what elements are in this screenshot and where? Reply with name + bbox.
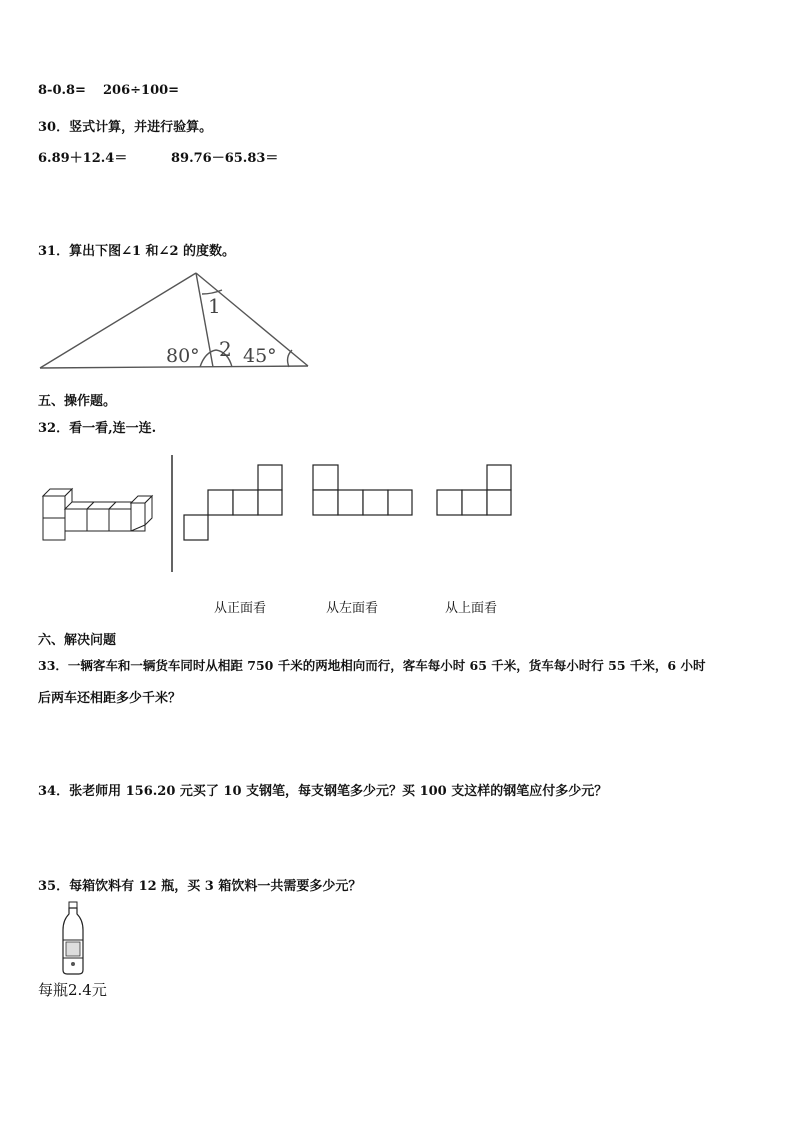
label-2: 2 bbox=[219, 337, 232, 361]
cube-stack bbox=[43, 489, 152, 540]
view-shape-1 bbox=[184, 465, 282, 540]
q31-title: 31．算出下图∠1 和∠2 的度数。 bbox=[38, 244, 236, 259]
q29-expr2: 206÷100= bbox=[103, 83, 180, 98]
q33-line1: 33．一辆客车和一辆货车同时从相距 750 千米的两地相向而行，客车每小时 65 千米，货车每小时行 55 千米，6 小时 bbox=[38, 658, 706, 673]
price-label: 每瓶2.4元 bbox=[38, 981, 107, 999]
q30-expr1: 6.89＋12.4＝ bbox=[38, 151, 128, 166]
q34-text: 34．张老师用 156.20 元买了 10 支钢笔，每支钢笔多少元？买 100 支这样的钢笔应付多少元？ bbox=[38, 784, 608, 799]
q29-expr1: 8-0.8= bbox=[38, 83, 86, 98]
q35-text: 35．每箱饮料有 12 瓶，买 3 箱饮料一共需要多少元？ bbox=[38, 879, 362, 894]
bottle-icon bbox=[58, 900, 98, 980]
view-top-label: 从上面看 bbox=[445, 601, 498, 616]
q30-title: 30．竖式计算，并进行验算。 bbox=[38, 120, 213, 135]
angle-80: 80° bbox=[166, 345, 200, 367]
label-1: 1 bbox=[208, 294, 221, 318]
view-front-label: 从正面看 bbox=[214, 601, 267, 616]
angle-45: 45° bbox=[243, 345, 277, 367]
triangle-lines bbox=[40, 273, 308, 368]
view-left-label: 从左面看 bbox=[326, 601, 379, 616]
q32-title: 32．看一看,连一连. bbox=[38, 421, 157, 436]
view-shape-2 bbox=[313, 465, 412, 515]
view-shape-3 bbox=[437, 465, 511, 515]
section6-title: 六、解决问题 bbox=[38, 633, 117, 648]
q30-expr2: 89.76－65.83＝ bbox=[171, 151, 279, 166]
q33-line2: 后两车还相距多少千米？ bbox=[38, 691, 182, 706]
section5-title: 五、操作题。 bbox=[38, 394, 117, 409]
